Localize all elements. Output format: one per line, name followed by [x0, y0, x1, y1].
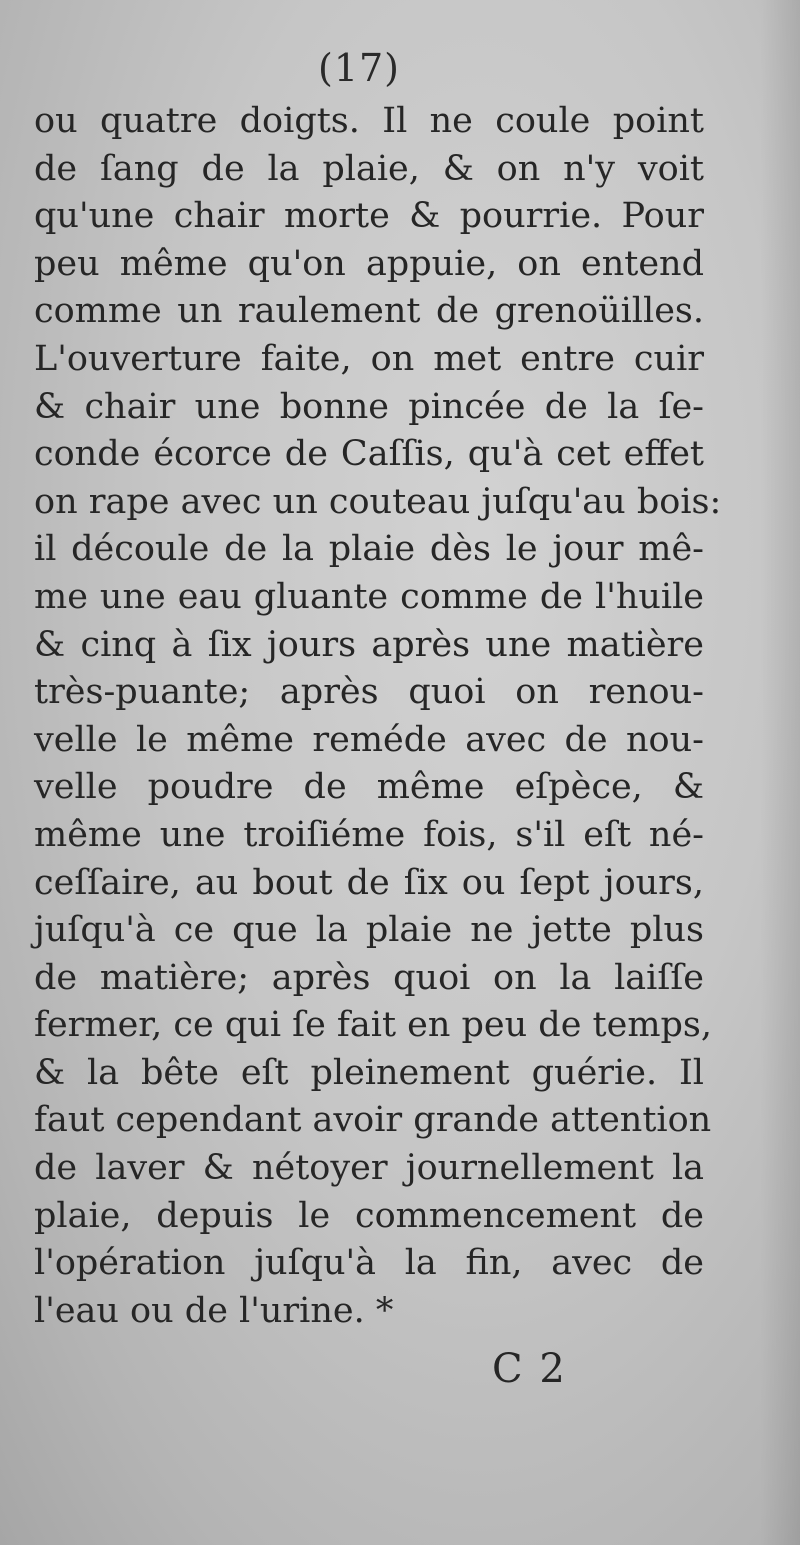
signature-mark: C 2 — [492, 1346, 567, 1392]
text-line: velle poudre de même eſpèce, & — [34, 767, 704, 808]
text-line: comme un raulement de grenoüilles. — [34, 291, 704, 332]
text-line: velle le même reméde avec de nou- — [34, 719, 704, 760]
text-line: ou quatre doigts. Il ne coule point — [34, 101, 704, 141]
text-line: juſqu'à ce que la plaie ne jette plus — [34, 910, 704, 951]
text-line: plaie, depuis le commencement de — [34, 1195, 704, 1236]
text-line: ceſſaire, au bout de ſix ou ſept jours, — [34, 862, 704, 903]
text-line: il découle de la plaie dès le jour mê- — [34, 529, 704, 570]
text-line: me une eau gluante comme de l'huile — [34, 576, 704, 617]
text-line: on rape avec un couteau juſqu'au bois: — [34, 481, 722, 522]
page-number: (17) — [318, 46, 401, 90]
text-line: de laver & nétoyer journellement la — [34, 1148, 704, 1189]
text-line-last: l'eau ou de l'urine. * — [34, 1290, 394, 1331]
text-line: & la bête eſt pleinement guérie. Il — [34, 1052, 704, 1093]
text-line: même une troiſiéme fois, s'il eſt né- — [34, 814, 704, 855]
text-line: & chair une bonne pincée de la ſe- — [34, 386, 704, 427]
text-line: de matière; après quoi on la laiſſe — [34, 957, 704, 998]
text-line: conde écorce de Caſſis, qu'à cet effet — [34, 434, 704, 475]
text-line: L'ouverture faite, on met entre cuir — [34, 338, 704, 379]
text-line: faut cependant avoir grande attention — [34, 1100, 712, 1141]
text-line: qu'une chair morte & pourrie. Pour — [34, 196, 704, 237]
text-line: l'opération juſqu'à la fin, avec de — [34, 1243, 704, 1284]
text-line: peu même qu'on appuie, on entend — [34, 243, 704, 284]
body-text — [34, 98, 722, 1335]
text-line: de ſang de la plaie, & on n'y voit — [34, 148, 704, 189]
text-line: fermer, ce qui ſe fait en peu de temps, — [34, 1005, 713, 1046]
text-line: & cinq à ſix jours après une matière — [34, 624, 704, 665]
text-line: très-puante; après quoi on renou- — [34, 672, 704, 713]
